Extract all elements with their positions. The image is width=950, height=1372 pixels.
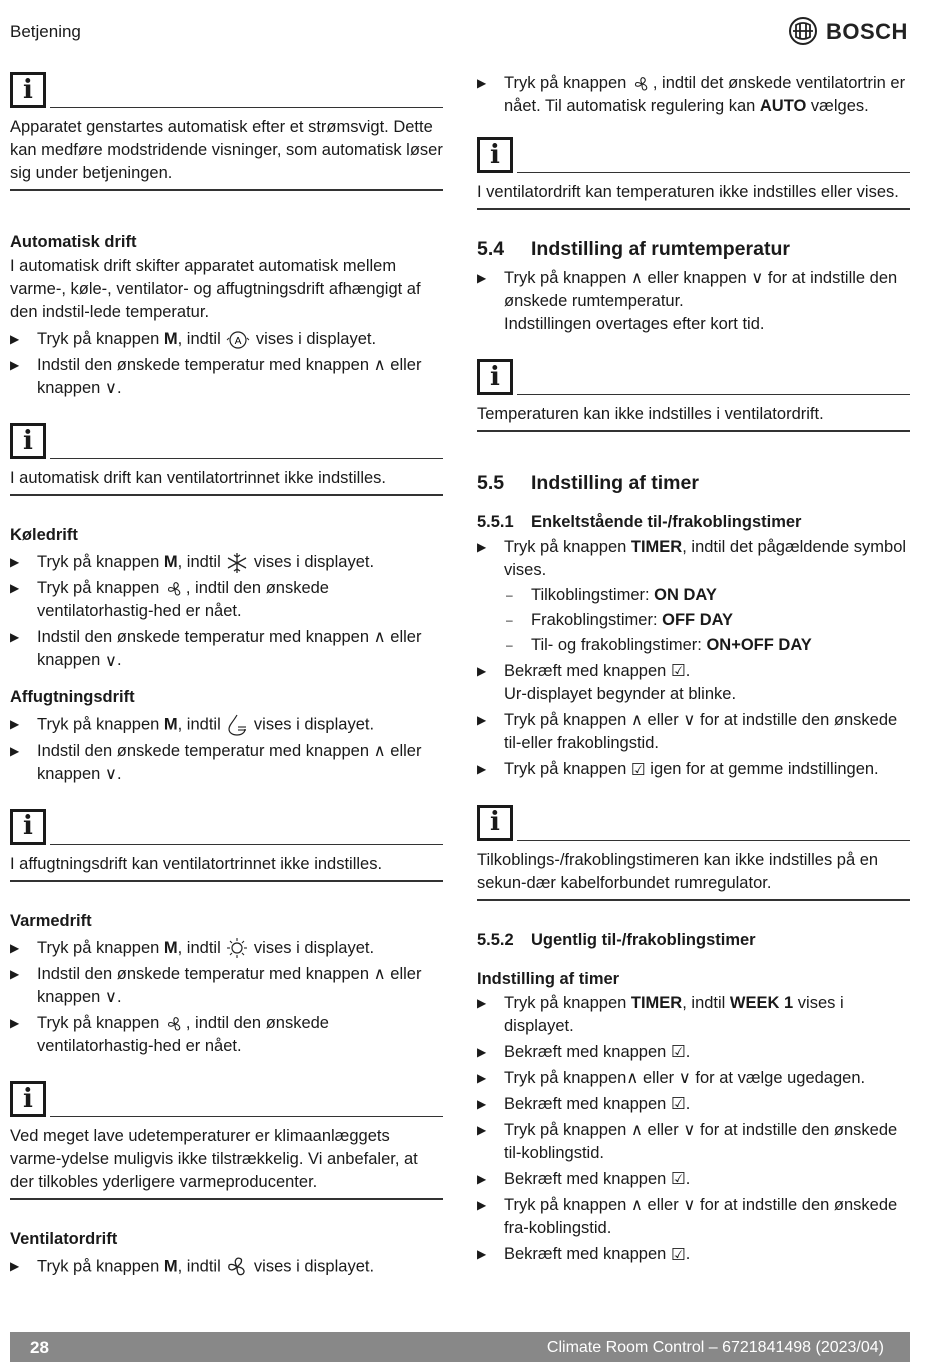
- section-dehumidify: [10, 686, 443, 786]
- list-item: ▶ Bekræft med knappen ☑.: [477, 1041, 910, 1064]
- dash-item: – Tilkoblingstimer: ON DAY: [504, 584, 910, 607]
- list-item: ▶ Tryk på knappen ∧ eller knappen ∨ for at indstille den ønskede rumtemperatur. Indstillingen overtages efter kort tid.: [477, 267, 910, 336]
- arrow-down-icon: ∨: [104, 651, 117, 670]
- list-item: ▶ Tryk på knappen M, indtil vises i displayet.: [10, 713, 443, 737]
- section-5-4: [477, 238, 910, 336]
- left-column: [10, 72, 443, 1282]
- info-icon: i: [477, 805, 513, 841]
- arrow-down-icon: ∨: [751, 269, 764, 288]
- fan-icon: [164, 579, 186, 599]
- list-item: ▶ Indstil den ønskede temperatur med knappen ∧ eller knappen ∨.: [10, 626, 443, 672]
- arrow-up-icon: ∧: [630, 711, 643, 730]
- arrow-down-icon: ∨: [104, 379, 117, 398]
- info-note: [10, 809, 443, 882]
- list-item: ▶ Bekræft med knappen ☑.: [477, 1168, 910, 1191]
- info-text: Ved meget lave udetemperaturer er klimaanlæggets varme-ydelse muligvis ikke tilstrækkelig. Vi anbefaler, at der tilkobles yderligere varmeproducenter.: [10, 1127, 418, 1192]
- arrow-down-icon: ∨: [683, 1121, 696, 1140]
- page-footer: [10, 1332, 910, 1362]
- arrow-up-icon: ∧: [630, 1196, 643, 1215]
- page-number: 28: [30, 1337, 49, 1357]
- right-column: [477, 72, 910, 1270]
- section-5-5-1: [477, 511, 910, 781]
- list-item: ▶ Tryk på knappen M, indtil vises i displayet.: [10, 937, 443, 960]
- info-note: [477, 137, 910, 210]
- section-header: Betjening: [10, 22, 81, 41]
- info-icon: i: [10, 1081, 46, 1117]
- checkbox-icon: ☑: [670, 1245, 686, 1264]
- list-item: ▶ Indstil den ønskede temperatur med knappen ∧ eller knappen ∨.: [10, 740, 443, 786]
- list-item: ▶ Tryk på knappen , indtil det ønskede ventilatortrin er nået. Til automatisk regulering kan AUTO vælges.: [477, 72, 910, 118]
- brand-logo: [788, 16, 908, 46]
- section-title: Affugtningsdrift: [10, 687, 135, 706]
- brand-name: BOSCH: [826, 18, 908, 44]
- section-title: Varmedrift: [10, 911, 92, 930]
- section-automatic: [10, 231, 443, 400]
- info-icon: i: [477, 359, 513, 395]
- subsection-heading: 5.5.2 Ugentlig til-/frakoblingstimer: [477, 930, 756, 949]
- info-icon: i: [477, 137, 513, 173]
- list-item: ▶ Tryk på knappen TIMER, indtil WEEK 1 vises i displayet.: [477, 992, 910, 1038]
- info-icon: i: [10, 423, 46, 459]
- list-item: ▶ Tryk på knappen M, indtil vises i displayet.: [10, 551, 443, 574]
- snowflake-icon: [225, 552, 249, 574]
- info-text: I affugtningsdrift kan ventilatortrinnet ikke indstilles.: [10, 854, 383, 873]
- list-item: ▶ Tryk på knappen TIMER, indtil det pågældende symbol vises. – Tilkoblingstimer: ON DAY – Frakoblingstimer: OFF DAY – Til- og frakoblingstimer: ON+OFF DAY: [477, 536, 910, 657]
- section-title: Automatisk drift: [10, 233, 137, 251]
- droplet-icon: [225, 713, 249, 737]
- info-note: [10, 423, 443, 496]
- fan-icon: [164, 1014, 186, 1034]
- arrow-up-icon: ∧: [630, 269, 643, 288]
- section-title: Køledrift: [10, 526, 78, 545]
- arrow-down-icon: ∨: [683, 1196, 696, 1215]
- list-item: ▶ Tryk på knappen ∧ eller ∨ for at indstille den ønskede til-eller frakoblingstid.: [477, 709, 910, 755]
- dash-item: – Frakoblingstimer: OFF DAY: [504, 609, 910, 632]
- section-heading: 5.5 Indstilling af timer: [477, 472, 699, 495]
- list-item: ▶ Bekræft med knappen ☑. Ur-displayet begynder at blinke.: [477, 660, 910, 706]
- section-5-5-2: [477, 929, 910, 1267]
- checkbox-icon: ☑: [670, 1094, 686, 1113]
- subsection-heading: 5.5.1 Enkeltstående til-/frakoblingstimer: [477, 513, 802, 532]
- dash-item: – Til- og frakoblingstimer: ON+OFF DAY: [504, 634, 910, 657]
- info-text: I automatisk drift kan ventilatortrinnet ikke indstilles.: [10, 469, 386, 488]
- section-title: Indstilling af timer: [477, 969, 620, 988]
- checkbox-icon: ☑: [670, 1042, 686, 1061]
- svg-text:A: A: [234, 335, 242, 347]
- arrow-up-icon: ∧: [630, 1121, 643, 1140]
- arrow-up-icon: ∧: [373, 628, 386, 647]
- arrow-down-icon: ∨: [678, 1068, 691, 1087]
- list-item: ▶ Tryk på knappen ∧ eller ∨ for at indstille den ønskede fra-koblingstid.: [477, 1194, 910, 1240]
- arrow-down-icon: ∨: [104, 764, 117, 783]
- arrow-down-icon: ∨: [683, 711, 696, 730]
- fan-icon: [631, 74, 653, 94]
- list-item: ▶ Indstil den ønskede temperatur med knappen ∧ eller knappen ∨.: [10, 354, 443, 400]
- auto-mode-icon: [225, 329, 251, 351]
- list-item: ▶ Tryk på knappen ☑ igen for at gemme indstillingen.: [477, 758, 910, 781]
- info-text: Apparatet genstartes automatisk efter et strømsvigt. Dette kan medføre modstridende visninger, som automatisk løser sig under betjeningen.: [10, 118, 443, 182]
- checkbox-icon: ☑: [670, 1170, 686, 1189]
- list-item: ▶ Bekræft med knappen ☑.: [477, 1093, 910, 1116]
- info-text: Temperaturen kan ikke indstilles i ventilatordrift.: [477, 405, 824, 424]
- info-note: [10, 72, 443, 191]
- checkbox-icon: ☑: [630, 760, 646, 779]
- info-text: Tilkoblings-/frakoblingstimeren kan ikke indstilles på en sekun-dær kabelforbundet rumregulator.: [477, 850, 879, 892]
- arrow-up-icon: ∧: [626, 1068, 639, 1087]
- list-item: ▶ Bekræft med knappen ☑.: [477, 1243, 910, 1266]
- arrow-up-icon: ∧: [373, 741, 386, 760]
- list-item: ▶ Tryk på knappen , indtil den ønskede ventilatorhastig-hed er nået.: [10, 577, 443, 623]
- sun-icon: [225, 937, 249, 959]
- list-item: ▶ Tryk på knappen ∧ eller ∨ for at indstille den ønskede til-koblingstid.: [477, 1119, 910, 1165]
- bosch-armature-icon: [788, 16, 818, 46]
- intro-text: I automatisk drift skifter apparatet automatisk mellem varme-, køle-, ventilator- og affugtningsdrift afhængigt af den indstil-lede temperatur.: [10, 257, 421, 321]
- list-item: ▶ Indstil den ønskede temperatur med knappen ∧ eller knappen ∨.: [10, 963, 443, 1009]
- info-note: [10, 1081, 443, 1200]
- document-id: Climate Room Control – 6721841498 (2023/04): [546, 1338, 884, 1356]
- info-icon: i: [10, 72, 46, 108]
- arrow-up-icon: ∧: [373, 356, 386, 375]
- info-note: [477, 359, 910, 432]
- list-item: ▶ Tryk på knappen∧ eller ∨ for at vælge ugedagen.: [477, 1067, 910, 1090]
- section-heading: 5.4 Indstilling af rumtemperatur: [477, 238, 790, 260]
- info-icon: i: [10, 809, 46, 845]
- section-fan: [10, 1228, 443, 1279]
- arrow-up-icon: ∧: [373, 964, 386, 983]
- list-item: ▶ Tryk på knappen M, indtil vises i displayet.: [10, 1255, 443, 1279]
- checkbox-icon: ☑: [670, 662, 686, 681]
- list-item: ▶ Tryk på knappen , indtil den ønskede ventilatorhastig-hed er nået.: [10, 1012, 443, 1058]
- section-cooling: [10, 524, 443, 672]
- fan-icon: [225, 1255, 249, 1279]
- section-heating: [10, 910, 443, 1058]
- info-note: [477, 805, 910, 901]
- arrow-down-icon: ∨: [104, 988, 117, 1007]
- info-text: I ventilatordrift kan temperaturen ikke indstilles eller vises.: [477, 183, 899, 201]
- section-title: Ventilatordrift: [10, 1230, 118, 1249]
- list-item: ▶ Tryk på knappen M, indtil A vises i displayet.: [10, 328, 443, 351]
